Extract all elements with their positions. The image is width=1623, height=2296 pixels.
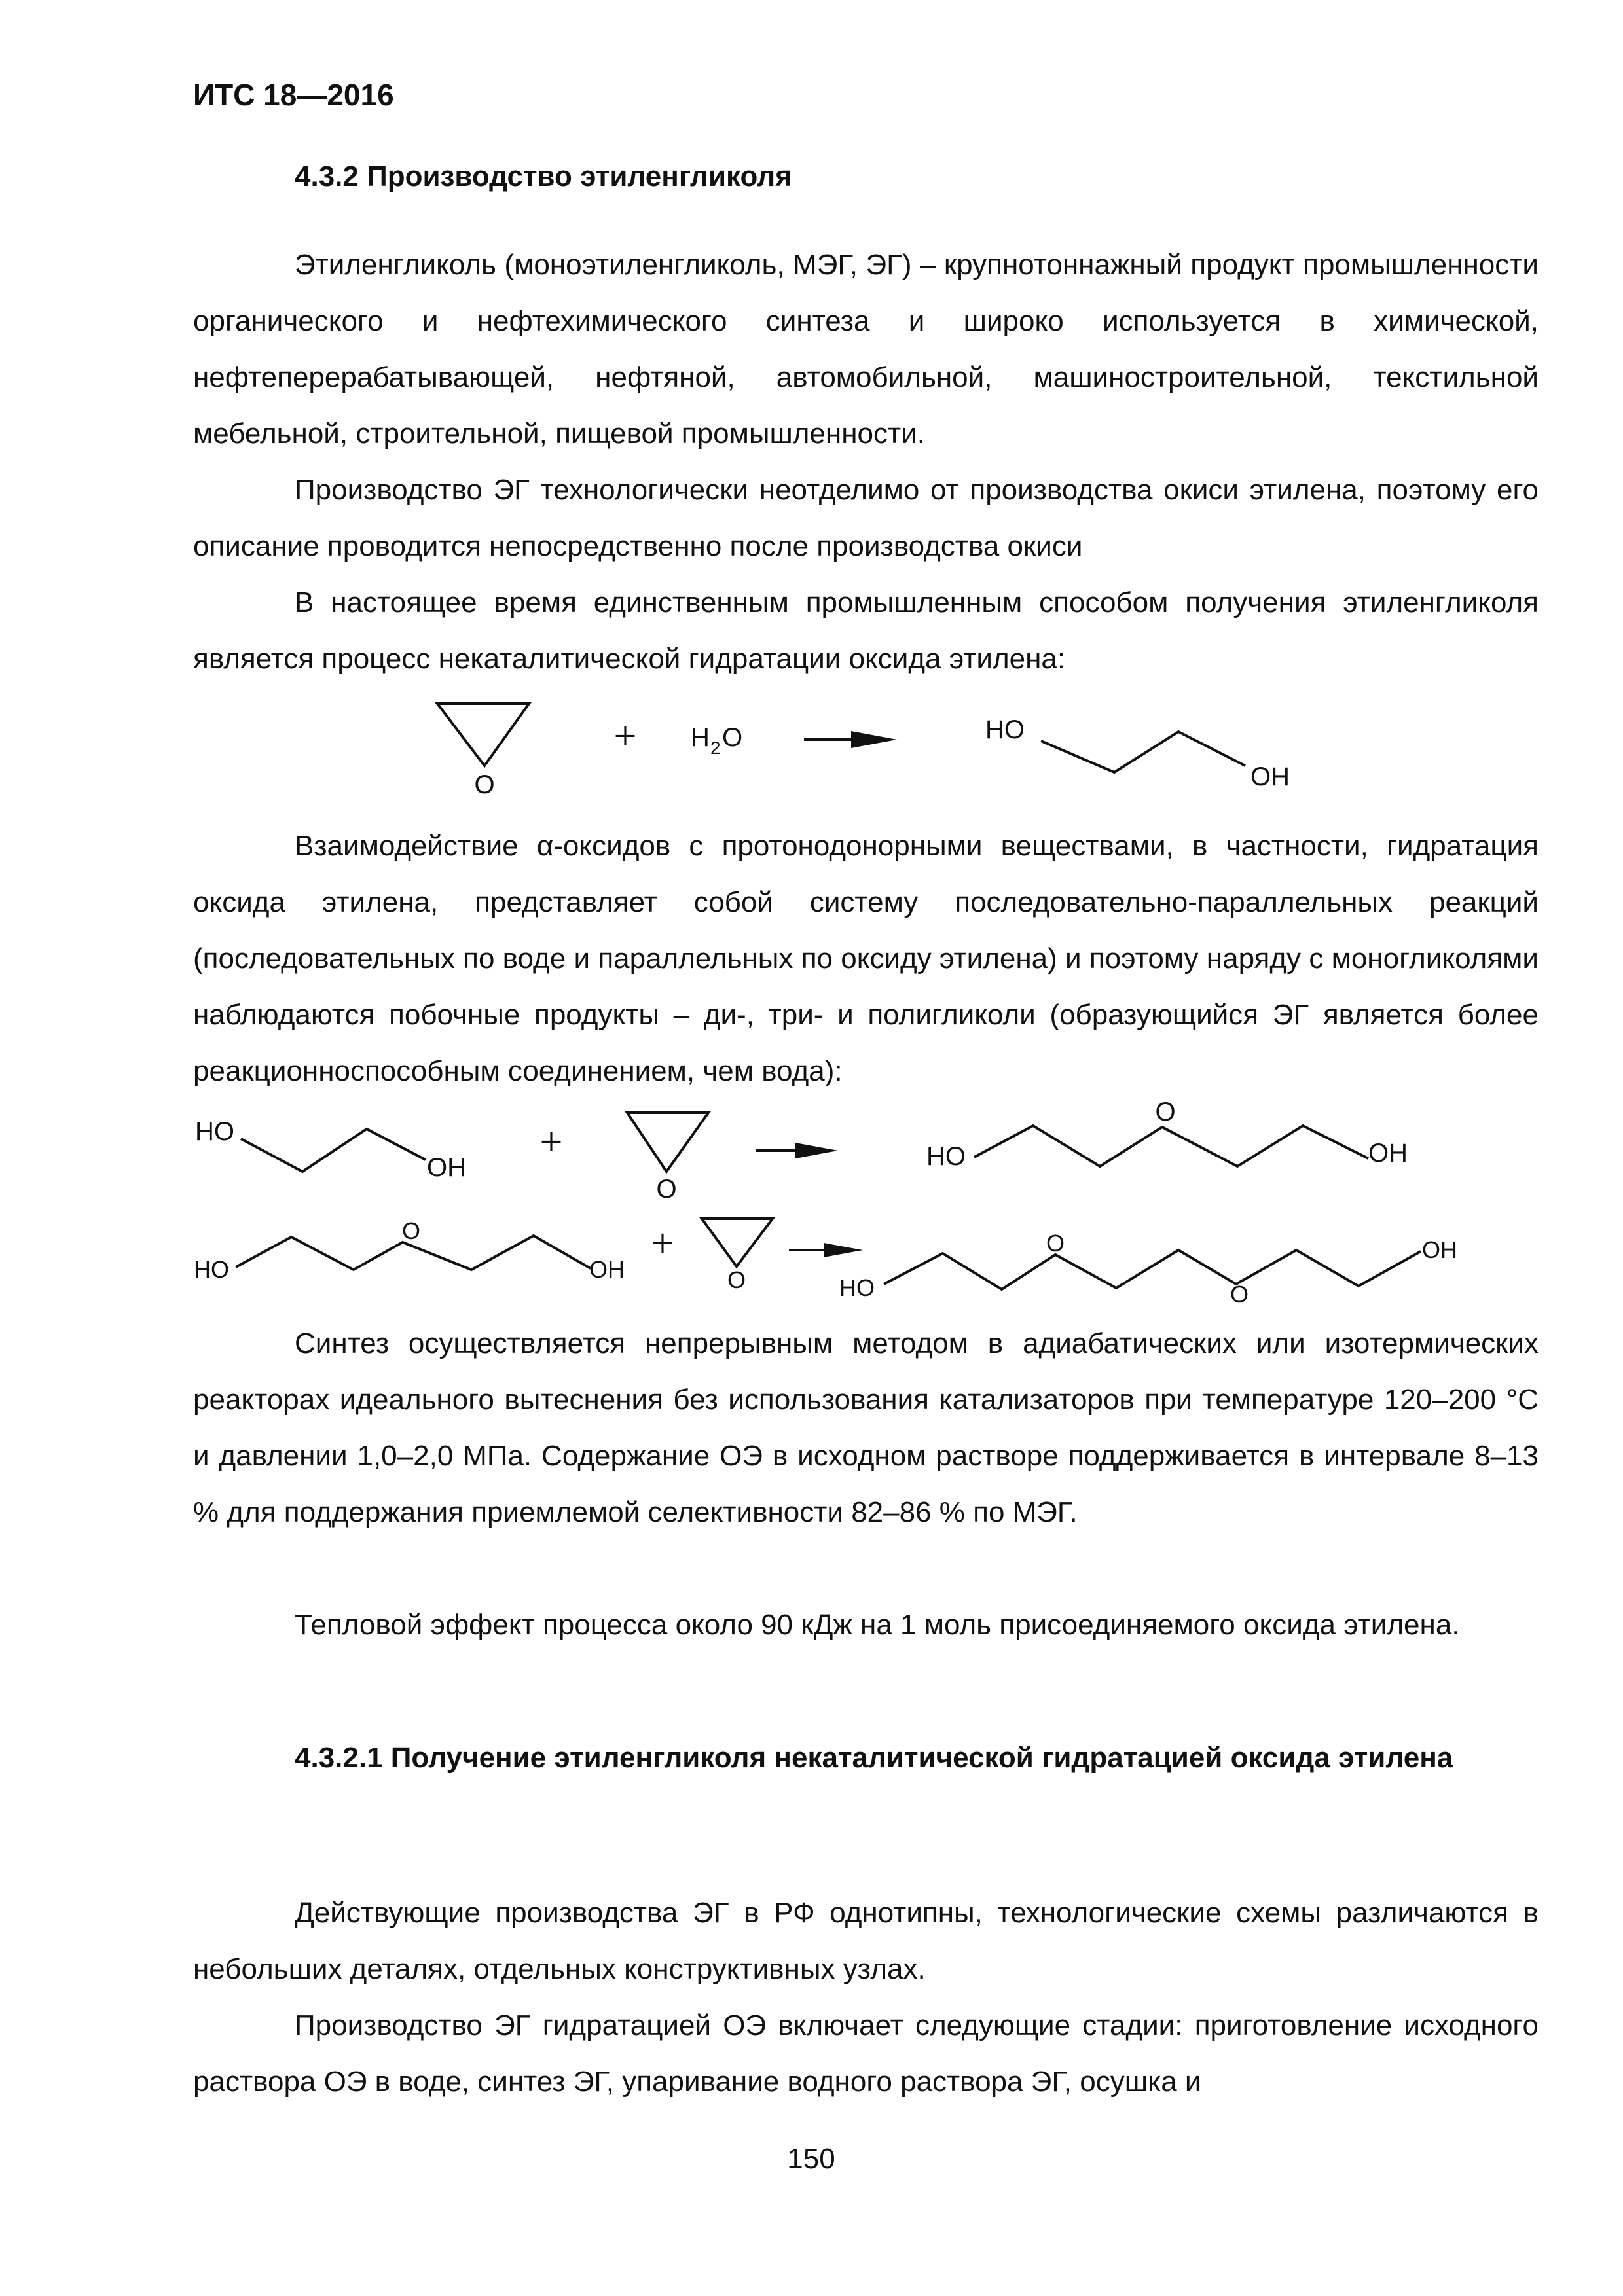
ho-label: HO [985, 715, 1025, 744]
oxygen-label: O [401, 1217, 421, 1244]
oh-label: OH [1422, 1236, 1457, 1263]
oxygen-label: O [1155, 1098, 1176, 1126]
water-h-label: H [691, 723, 710, 752]
reaction-arrow [789, 1243, 863, 1257]
plus-sign: + [651, 1221, 674, 1266]
oh-label: OH [1368, 1139, 1408, 1168]
page-number: 150 [787, 2143, 835, 2175]
ho-label: HO [926, 1142, 966, 1171]
reaction-scheme-hydration [0, 681, 1623, 812]
paragraph-ethylene-glycol-intro: Этиленгликоль (моноэтиленгликоль, МЭГ, ЭГ) – крупнотоннажный продукт промышленности органического и нефтехимического синтеза и широко используется в химической, нефтеперерабатывающей, нефтяной, автомобильной, машиностроительной, текстильной мебельной, строительной, пищевой промышленности. [193, 249, 1539, 450]
paragraph-side-reactions: Взаимодействие α-оксидов с протонодонорными веществами, в частности, гидратация оксида этилена, представляет собой систему последовательно-параллельных реакций (последовательных по воде и параллельных по оксиду этилена) и поэтому наряду с моногликолями наблюдаются побочные продукты – ди-, три- и полигликоли (образующийся ЭГ является более реакционноспособным соединением, чем вода): [193, 830, 1539, 1087]
paragraph-production-stages: Производство ЭГ гидратацией ОЭ включает следующие стадии: приготовление исходного раствора ОЭ в воде, синтез ЭГ, упаривание водного раствора ЭГ, осушка и [193, 2009, 1539, 2098]
plus-sign: + [613, 714, 637, 759]
water-subscript: 2 [710, 738, 721, 758]
ethylene-oxide-structure [437, 704, 529, 799]
ho-label: HO [195, 1117, 234, 1146]
paragraph-production-link: Производство ЭГ технологически неотделимо от производства окиси этилена, поэтому его описание проводится непосредственно после производства окиси [193, 474, 1539, 562]
diethylene-glycol-product [926, 1098, 1408, 1171]
reaction-scheme-polyglycols [0, 1098, 1623, 1312]
oh-label: OH [1250, 762, 1290, 791]
paragraph-synthesis-conditions: Синтез осуществляется непрерывным методом в адиабатических или изотермических реакторах идеального вытеснения без использования катализаторов при температуре 120–200 °С и давлении 1,0–2,0 МПа. Содержание ОЭ в исходном растворе поддерживается в интервале 8–13 % для поддержания приемлемой селективности 82–86 % по МЭГ. [193, 1327, 1539, 1528]
paragraph-heat-effect: Тепловой эффект процесса около 90 кДж на 1 моль присоединяемого оксида этилена. [295, 1609, 1460, 1641]
plus-sign: + [539, 1120, 563, 1164]
oxygen-label: O [474, 770, 495, 799]
reaction-arrow [804, 731, 897, 748]
oxygen-label: O [656, 1175, 677, 1204]
section-heading: 4.3.2 Производство этиленгликоля [295, 160, 792, 192]
paragraph-russian-plants: Действующие производства ЭГ в РФ однотипны, технологические схемы различаются в небольших деталях, отдельных конструктивных узлах. [193, 1897, 1539, 1985]
oxygen-label: O [1230, 1281, 1249, 1308]
ethylene-glycol-structure [985, 715, 1290, 791]
oxygen-label: O [1046, 1230, 1065, 1257]
reaction-arrow [756, 1143, 838, 1158]
oh-label: OH [589, 1256, 625, 1283]
water-formula [691, 723, 742, 758]
subsection-heading: 4.3.2.1 Получение этиленгликоля некаталитической гидратацией оксида этилена [295, 1742, 1453, 1774]
ethylene-oxide-structure [702, 1219, 773, 1293]
oxygen-label: O [727, 1266, 746, 1293]
ho-label: HO [839, 1274, 875, 1301]
oh-label: OH [427, 1153, 466, 1182]
diethylene-glycol-reactant [194, 1217, 625, 1283]
ethylene-oxide-structure [627, 1113, 708, 1204]
ethylene-glycol-reactant [195, 1117, 466, 1182]
document-code: ИТС 18—2016 [193, 78, 394, 112]
water-o-label: O [722, 723, 743, 752]
ho-label: HO [194, 1256, 229, 1283]
paragraph-hydration-method: В настоящее время единственным промышленным способом получения этиленгликоля является процесс некаталитической гидратации оксида этилена: [193, 586, 1539, 675]
triethylene-glycol-product [839, 1230, 1457, 1308]
